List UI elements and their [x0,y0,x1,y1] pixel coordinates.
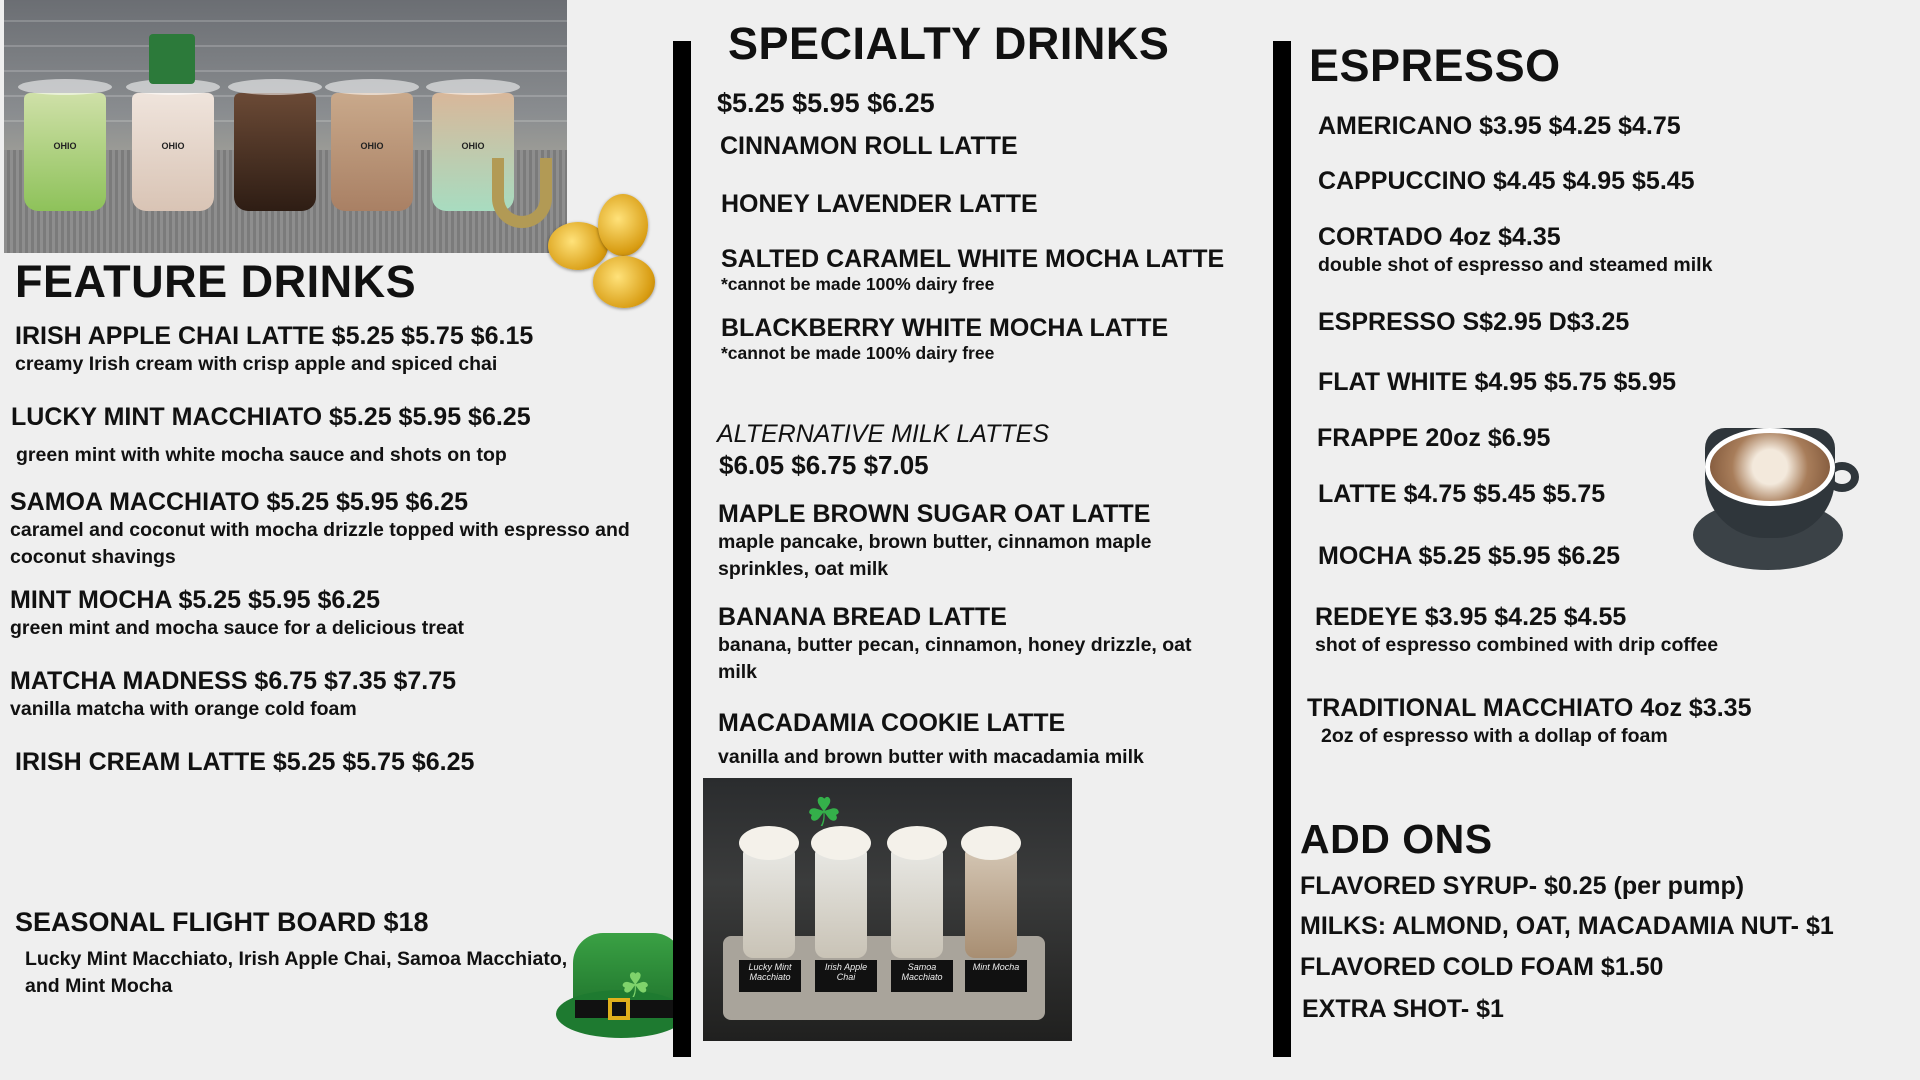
alt-milk-heading: ALTERNATIVE MILK LATTES [717,420,1050,448]
add-on-item: FLAVORED COLD FOAM $1.50 [1300,953,1664,981]
gold-coin-icon [593,256,655,308]
board-tag: Samoa Macchiato [891,960,953,992]
item-name: TRADITIONAL MACCHIATO 4oz $3.35 [1307,694,1752,722]
drink-cup: OHIO [132,93,214,211]
menu-item [718,500,1218,583]
menu-item [721,245,1224,295]
item-description: shot of espresso combined with drip coffee [1315,634,1719,656]
item-description: green mint and mocha sauce for a delicious treat [10,617,465,639]
item-name: MINT MOCHA $5.25 $5.95 $6.25 [10,586,381,614]
item-description: vanilla and brown butter with macadamia milk [718,746,1144,768]
item-note: *cannot be made 100% dairy free [721,343,995,363]
board-tag: Mint Mocha [965,960,1027,992]
item-name: MOCHA $5.25 $5.95 $6.25 [1318,542,1621,570]
menu-item [1318,542,1620,571]
item-name: CINNAMON ROLL LATTE [720,132,1018,160]
item-name: HONEY LAVENDER LATTE [721,190,1038,218]
menu-item [15,322,533,378]
menu-item [1318,112,1681,141]
item-name: FLAT WHITE $4.95 $5.75 $5.95 [1318,368,1677,396]
item-name: BANANA BREAD LATTE [718,603,1007,631]
item-name: SAMOA MACCHIATO $5.25 $5.95 $6.25 [10,488,469,516]
column-divider [1273,41,1291,1057]
menu-item [1318,223,1712,279]
item-name: LUCKY MINT MACCHIATO $5.25 $5.95 $6.25 [11,403,531,431]
item-name: REDEYE $3.95 $4.25 $4.55 [1315,603,1627,631]
menu-item [1317,424,1550,453]
alt-milk-prices: $6.05 $6.75 $7.05 [719,450,929,480]
menu-item [1318,480,1605,509]
menu-item [718,603,1218,686]
drink-cup: OHIO [24,93,106,211]
item-description: green mint with white mocha sauce and shots on top [16,444,507,466]
add-ons-heading: ADD ONS [1300,816,1493,862]
item-note: *cannot be made 100% dairy free [721,274,995,294]
item-description: banana, butter pecan, cinnamon, honey drizzle, oat milk [718,634,1192,683]
item-name: IRISH APPLE CHAI LATTE $5.25 $5.75 $6.15 [15,322,534,350]
flight-board-item [15,907,575,1000]
horseshoe-decoration [492,158,552,228]
menu-item [1307,694,1752,750]
item-description: vanilla matcha with orange cold foam [10,698,357,720]
item-name: FRAPPE 20oz $6.95 [1317,424,1551,452]
item-name: ESPRESSO S$2.95 D$3.25 [1318,308,1630,336]
espresso-heading: ESPRESSO [1309,40,1561,91]
specialty-prices: $5.25 $5.95 $6.25 [717,88,935,118]
item-description: maple pancake, brown butter, cinnamon maple sprinkles, oat milk [718,531,1152,580]
item-name: CAPPUCCINO $4.45 $4.95 $5.45 [1318,167,1695,195]
item-name: LATTE $4.75 $5.45 $5.75 [1318,480,1606,508]
shamrock-icon: ☘ [620,967,651,1005]
item-name: BLACKBERRY WHITE MOCHA LATTE [721,314,1169,342]
menu-item [15,748,474,777]
menu-item [10,586,464,642]
menu-item [720,132,1018,161]
add-on-item: EXTRA SHOT- $1 [1302,995,1504,1023]
iced-drinks-photo [4,0,567,253]
item-name: MATCHA MADNESS $6.75 $7.35 $7.75 [10,667,457,695]
menu-item [11,403,531,469]
item-name: AMERICANO $3.95 $4.25 $4.75 [1318,112,1681,140]
item-description: double shot of espresso and steamed milk [1318,254,1713,276]
board-tag: Lucky Mint Macchiato [739,960,801,992]
item-description: creamy Irish cream with crisp apple and spiced chai [15,353,498,375]
item-description: 2oz of espresso with a dollap of foam [1321,725,1668,747]
item-name: CORTADO 4oz $4.35 [1318,223,1561,251]
specialty-drinks-heading: SPECIALTY DRINKS [728,18,1170,69]
flight-board-name: SEASONAL FLIGHT BOARD $18 [15,907,429,937]
menu-item [10,667,456,723]
menu-item [718,709,1218,771]
column-divider [673,41,691,1057]
drink-cup [234,93,316,211]
flight-board-photo [703,778,1072,1041]
board-tag: Irish Apple Chai [815,960,877,992]
gold-coin-icon [598,194,648,256]
menu-item [1318,167,1695,196]
menu-item [1318,308,1629,337]
item-name: IRISH CREAM LATTE $5.25 $5.75 $6.25 [15,748,475,776]
menu-item [1318,368,1676,397]
add-on-item: MILKS: ALMOND, OAT, MACADAMIA NUT- $1 [1300,912,1834,940]
menu-item [1315,603,1718,659]
menu-item [721,190,1038,219]
item-description: caramel and coconut with mocha drizzle topped with espresso and coconut shavings [10,519,630,568]
item-name: SALTED CARAMEL WHITE MOCHA LATTE [721,245,1225,273]
item-name: MACADAMIA COOKIE LATTE [718,709,1066,737]
menu-item [721,314,1168,364]
flight-board-description: Lucky Mint Macchiato, Irish Apple Chai, Samoa Macchiato, and Mint Mocha [25,948,568,997]
add-on-item: FLAVORED SYRUP- $0.25 (per pump) [1300,872,1745,900]
drink-cup: OHIO [331,93,413,211]
leprechaun-hat-decoration [149,34,195,84]
menu-item [10,488,650,571]
feature-drinks-heading: FEATURE DRINKS [15,256,417,307]
drink-cup: OHIO [432,93,514,211]
shamrock-icon: ☘ [806,791,842,835]
item-name: MAPLE BROWN SUGAR OAT LATTE [718,500,1151,528]
